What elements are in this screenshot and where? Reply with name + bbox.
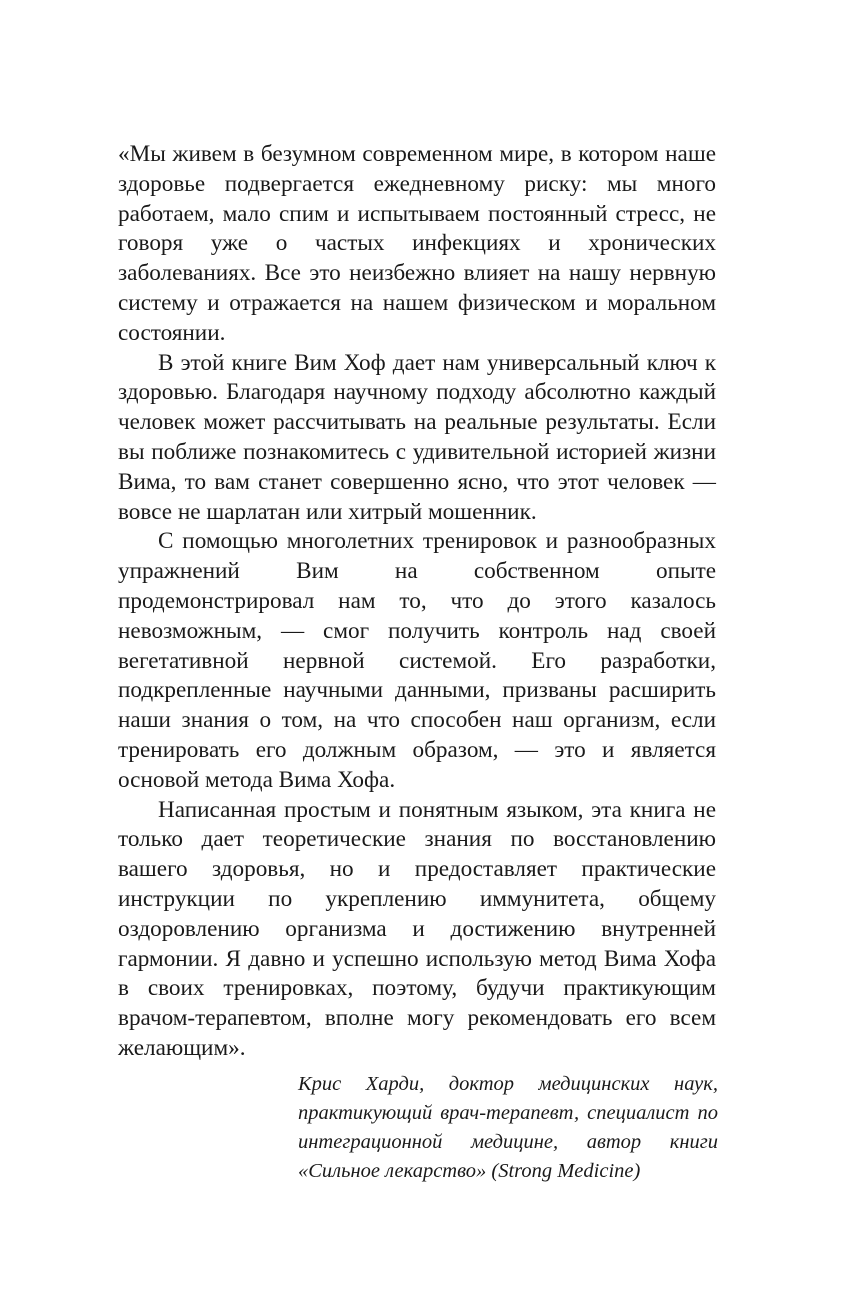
quote-paragraph-3: С помощью многолетних тренировок и разнообразных упражнений Вим на собственном опыте продемонстрировал нам то, что до этого казалось невозможным, — смог получить контроль над своей вегетативной нервной системой. Его разработки, подкрепленные научными данными, призваны расширить наши знания о том, на что способен наш организм, если тренировать его должным образом, — это и является основой метода Вима Хофа. (118, 528, 716, 793)
book-page (118, 140, 716, 1186)
quote-body (118, 140, 716, 1064)
quote-paragraph-4: Написанная простым и понятным языком, эта книга не только дает теоретические знания по восстановлению вашего здоровья, но и предоставляет практические инструкции по укреплению иммунитета, общему оздоровлению организма и достижению внутренней гармонии. Я давно и успешно использую метод Вима Хофа в своих тренировках, поэтому, будучи практикующим врачом-терапевтом, вполне могу рекомендовать его всем желающим». (118, 796, 716, 1061)
quote-attribution: Крис Харди, доктор медицинских наук, практикующий врач-терапевт, специалист по интеграционной медицине, автор книги «Сильное лекарство» (Strong Medicine) (298, 1072, 718, 1182)
quote-paragraph-2: В этой книге Вим Хоф дает нам универсальный ключ к здоровью. Благодаря научному подходу абсолютно каждый человек может рассчитывать на реальные результаты. Если вы поближе познакомитесь с удивительной историей жизни Вима, то вам станет совершенно ясно, что этот человек — вовсе не шарлатан или хитрый мошенник. (118, 349, 716, 525)
quote-paragraph-1: «Мы живем в безумном современном мире, в котором наше здоровье подвергается ежедневному риску: мы много работаем, мало спим и испытываем постоянный стресс, не говоря уже о частых инфекциях и хронических заболеваниях. Все это неизбежно влияет на нашу нервную систему и отражается на нашем физическом и моральном состоянии. (118, 141, 716, 346)
